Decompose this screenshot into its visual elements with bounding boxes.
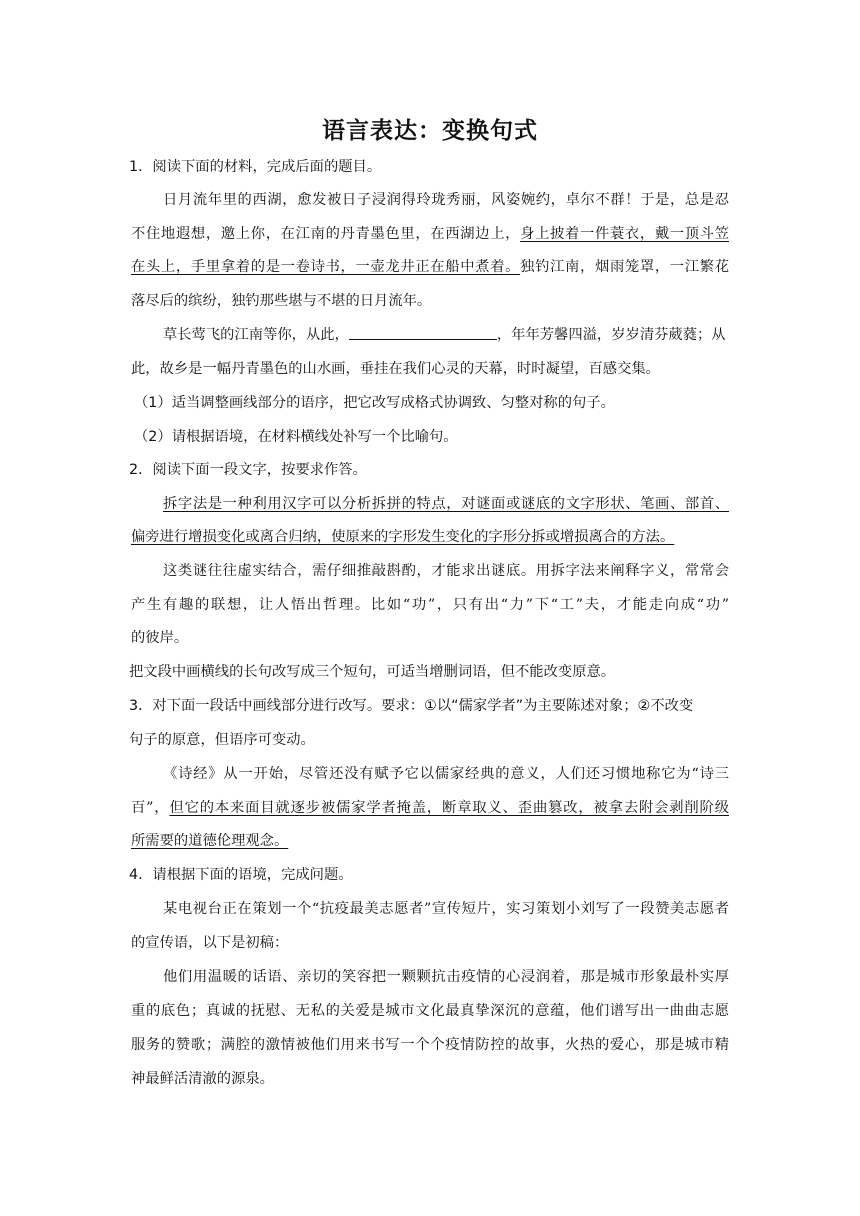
q1-para1-line2 [131, 224, 729, 244]
q1-stem: 1．阅读下面的材料，完成后面的题目。 [129, 159, 382, 175]
q4-para2-line4: 神最鲜活清澈的源泉。 [131, 1071, 274, 1087]
q1-text-plain: 草长莺飞的江南等你，从此， [163, 327, 349, 343]
q1-para1-line1: 日月流年里的西湖，愈发被日子浸润得玲珑秀丽，风姿婉约，卓尔不群！于是，总是忍 [163, 192, 729, 208]
q2-underlined-line1: 拆字法是一种利用汉字可以分析拆拼的特点，对谜面或谜底的文字形状、笔画、部首、 [163, 496, 729, 512]
q4-para1-line1: 某电视台正在策划一个“抗疫最美志愿者”宣传短片，实习策划小刘写了一段赞美志愿者 [163, 901, 729, 917]
q1-para2-line1 [163, 325, 726, 345]
q4-stem: 4．请根据下面的语境，完成问题。 [129, 867, 353, 883]
q4-para2-line2: 重的底色；真诚的抚慰、无私的关爱是城市文化最真挚深沉的意蕴，他们谱写出一曲曲志愿 [131, 1003, 729, 1019]
q1-text-plain: 独钓江南，烟雨笼罩，一江繁花 [520, 259, 730, 275]
q1-underlined-text: 在头上，手里拿着的是一卷诗书，一壶龙井正在船中煮着。 [131, 259, 521, 275]
q2-para2-line2: 产生有趣的联想，让人悟出哲理。比如“功”，只有出“力”下“工”夫，才能走向成“功” [131, 597, 729, 613]
q3-para-line1: 《诗经》从一开始，尽管还没有赋予它以儒家经典的意义，人们还习惯地称它为“诗三 [163, 766, 729, 782]
q3-underlined-text: 但它的本来面目就逐步被儒家学者掩盖，断章取义、歪曲篡改，被拿去附会剥削阶级 [169, 800, 729, 816]
q1-underlined-text: 身上披着一件蓑衣，戴一顶斗笠 [520, 226, 730, 242]
q2-stem: 2．阅读下面一段文字，按要求作答。 [129, 462, 367, 478]
page-title: 语言表达：变换句式 [322, 118, 538, 144]
q3-stem-line1: 3．对下面一段话中画线部分进行改写。要求：①以“儒家学者”为主要陈述对象；②不改变 [129, 698, 694, 714]
q2-requirement: 把文段中画横线的长句改写成三个短句，可适当增删词语，但不能改变原意。 [129, 664, 616, 680]
q3-text-plain: 百”， [131, 800, 170, 816]
q1-sub1: （1）适当调整画线部分的语序，把它改写成格式协调致、匀整对称的句子。 [134, 395, 615, 411]
q4-para2-line3: 服务的赞歌；满腔的激情被他们用来书写一个个疫情防控的故事，火热的爱心，那是城市精 [131, 1037, 729, 1053]
q3-para-line2 [131, 798, 729, 818]
fill-in-blank[interactable] [349, 325, 497, 340]
q1-text-plain: 不住地遐想，邀上你，在江南的丹青墨色里，在西湖边上， [131, 226, 521, 242]
q1-text-plain: ，年年芳馨四溢，岁岁清芬葳蕤；从 [496, 327, 726, 343]
q4-para1-line2: 的宣传语，以下是初稿： [131, 935, 289, 951]
q1-sub2: （2）请根据语境，在材料横线处补写一个比喻句。 [134, 429, 458, 445]
q1-para1-line4: 落尽后的缤纷，独钓那些堪与不堪的日月流年。 [131, 293, 432, 309]
q2-para2-line1: 这类谜往往虚实结合，需仔细推敲斟酌，才能求出谜底。用拆字法来阐释字义，常常会 [163, 563, 729, 579]
q3-stem-line2: 句子的原意，但语序可变动。 [129, 732, 315, 748]
q2-para2-line3: 的彼岸。 [131, 630, 189, 646]
q1-para1-line3 [131, 257, 729, 277]
q3-underlined-line3: 所需要的道德伦理观念。 [131, 833, 289, 849]
q4-para2-line1: 他们用温暖的话语、亲切的笑容把一颗颗抗击疫情的心浸润着，那是城市形象最朴实厚 [163, 969, 729, 985]
q1-para2-line2: 此，故乡是一幅丹青墨色的山水画，垂挂在我们心灵的天幕，时时凝望，百感交集。 [131, 361, 660, 377]
q2-underlined-line2: 偏旁进行增损变化或离合归纳，使原来的字形发生变化的字形分拆或增损离合的方法。 [131, 529, 675, 545]
